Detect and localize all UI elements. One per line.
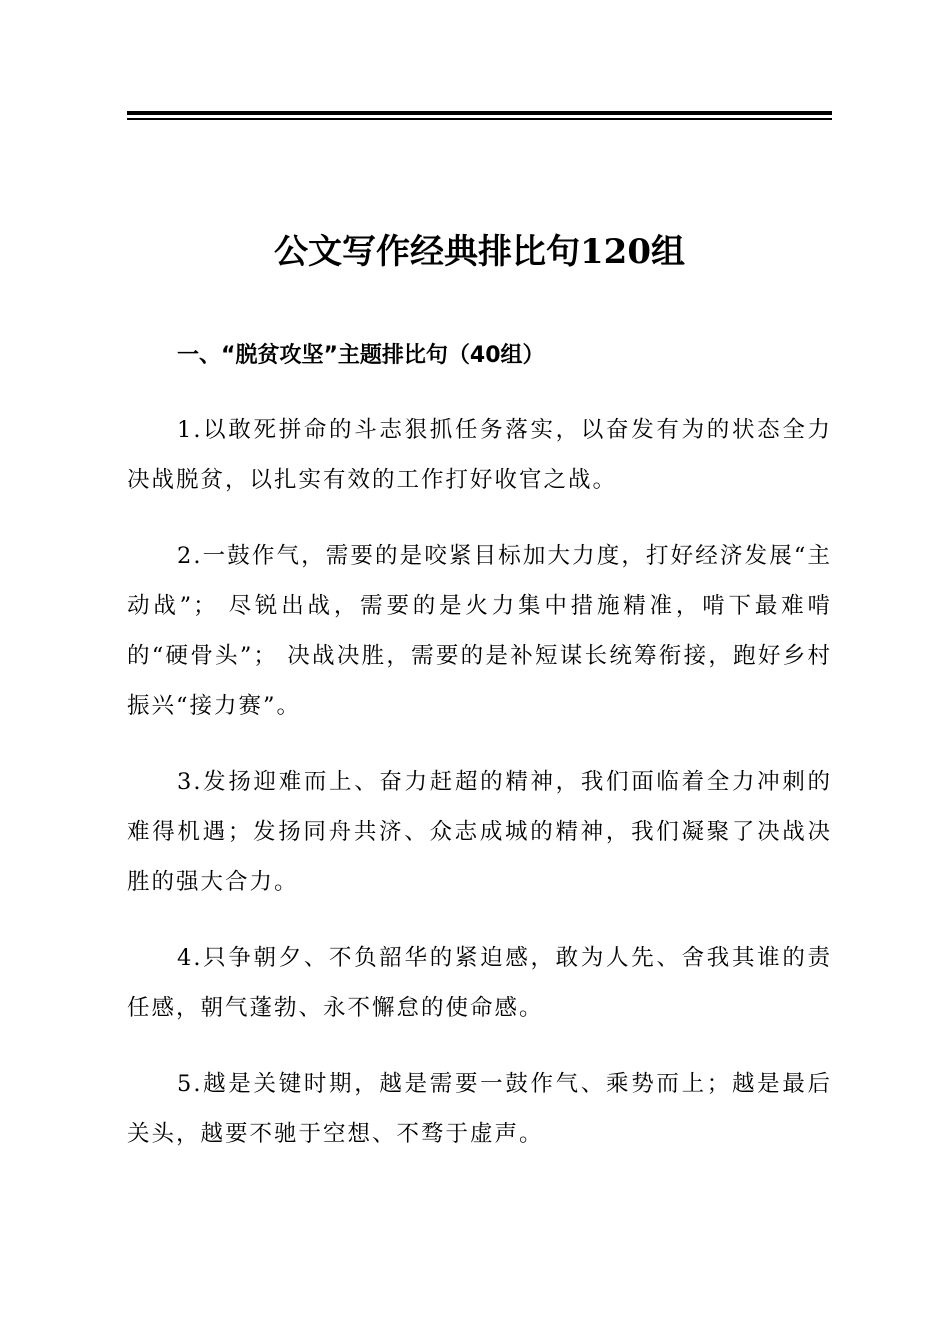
paragraph-2: 2.一鼓作气，需要的是咬紧目标加大力度，打好经济发展“主动战”； 尽锐出战，需要的是火力集中措施精准，啃下最难啃的“硬骨头”； 决战决胜，需要的是补短谋长统筹衔接，跑好乡村振兴“接力赛”。 [127,543,832,719]
header-rule-thick [127,111,832,115]
paragraph-5: 5.越是关键时期，越是需要一鼓作气、乘势而上；越是最后关头，越要不驰于空想、不骛于虚声。 [127,1071,832,1147]
paragraph-3: 3.发扬迎难而上、奋力赶超的精神，我们面临着全力冲刺的难得机遇；发扬同舟共济、众志成城的精神，我们凝聚了决战决胜的强大合力。 [127,769,832,895]
section-heading: 一、“脱贫攻坚”主题排比句（40组） [177,343,545,368]
paragraph-1: 1.以敢死拼命的斗志狠抓任务落实，以奋发有为的状态全力决战脱贫，以扎实有效的工作打好收官之战。 [127,417,832,493]
header-rule-thin [127,118,832,120]
document-title: 公文写作经典排比句120组 [274,232,685,272]
paragraph-4: 4.只争朝夕、不负韶华的紧迫感，敢为人先、舍我其谁的责任感，朝气蓬勃、永不懈怠的使命感。 [127,945,832,1021]
document-body [127,405,832,1185]
